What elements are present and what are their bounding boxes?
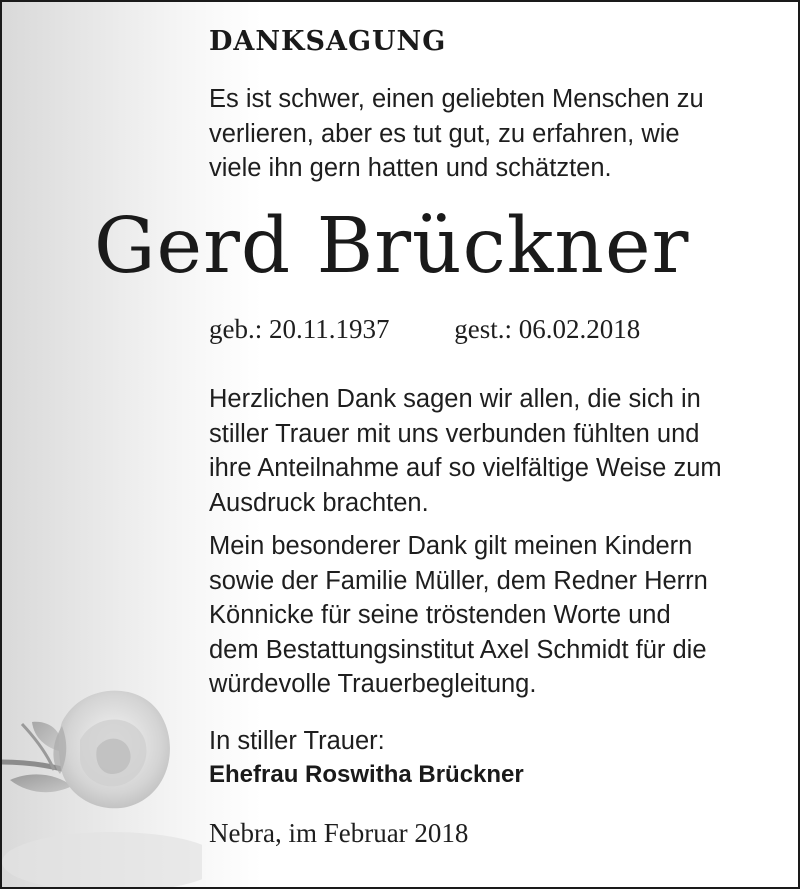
text-line: sowie der Familie Müller, dem Redner Herrn — [209, 566, 708, 595]
motto-line: Es ist schwer, einen geliebten Menschen zu — [209, 85, 704, 113]
birth-date: geb.: 20.11.1937 — [209, 314, 390, 344]
text-line: ihre Anteilnahme auf so vielfältige Weise zum — [209, 454, 722, 482]
text-line: Ausdruck brachten. — [209, 488, 429, 517]
motto-text — [209, 82, 789, 186]
notice-heading: DANKSAGUNG — [209, 26, 447, 57]
special-thanks-paragraph — [209, 529, 794, 702]
death-date: gest.: 06.02.2018 — [454, 314, 641, 344]
text-line: Herzlichen Dank sagen wir allen, die sich in — [209, 385, 701, 413]
text-line: würdevolle Trauerbegleitung. — [209, 670, 537, 698]
mourning-label: In stiller Trauer: — [209, 727, 385, 755]
place-date: Nebra, im Februar 2018 — [209, 818, 469, 848]
thanks-paragraph — [209, 382, 794, 520]
text-line: stiller Trauer mit uns verbunden fühlten und — [209, 419, 700, 448]
text-line: dem Bestattungsinstitut Axel Schmidt für die — [209, 635, 707, 664]
motto-line: viele ihn gern hatten und schätzten. — [209, 154, 612, 182]
text-line: Könnicke für seine tröstenden Worte und — [209, 601, 671, 629]
motto-line: verlieren, aber es tut gut, zu erfahren, wie — [209, 119, 680, 148]
mourner-name: Ehefrau Roswitha Brückner — [209, 761, 524, 788]
rose-icon — [2, 662, 202, 889]
deceased-name: Gerd Brückner — [94, 202, 690, 291]
life-dates — [209, 314, 640, 345]
text-line: Mein besonderer Dank gilt meinen Kindern — [209, 532, 693, 560]
